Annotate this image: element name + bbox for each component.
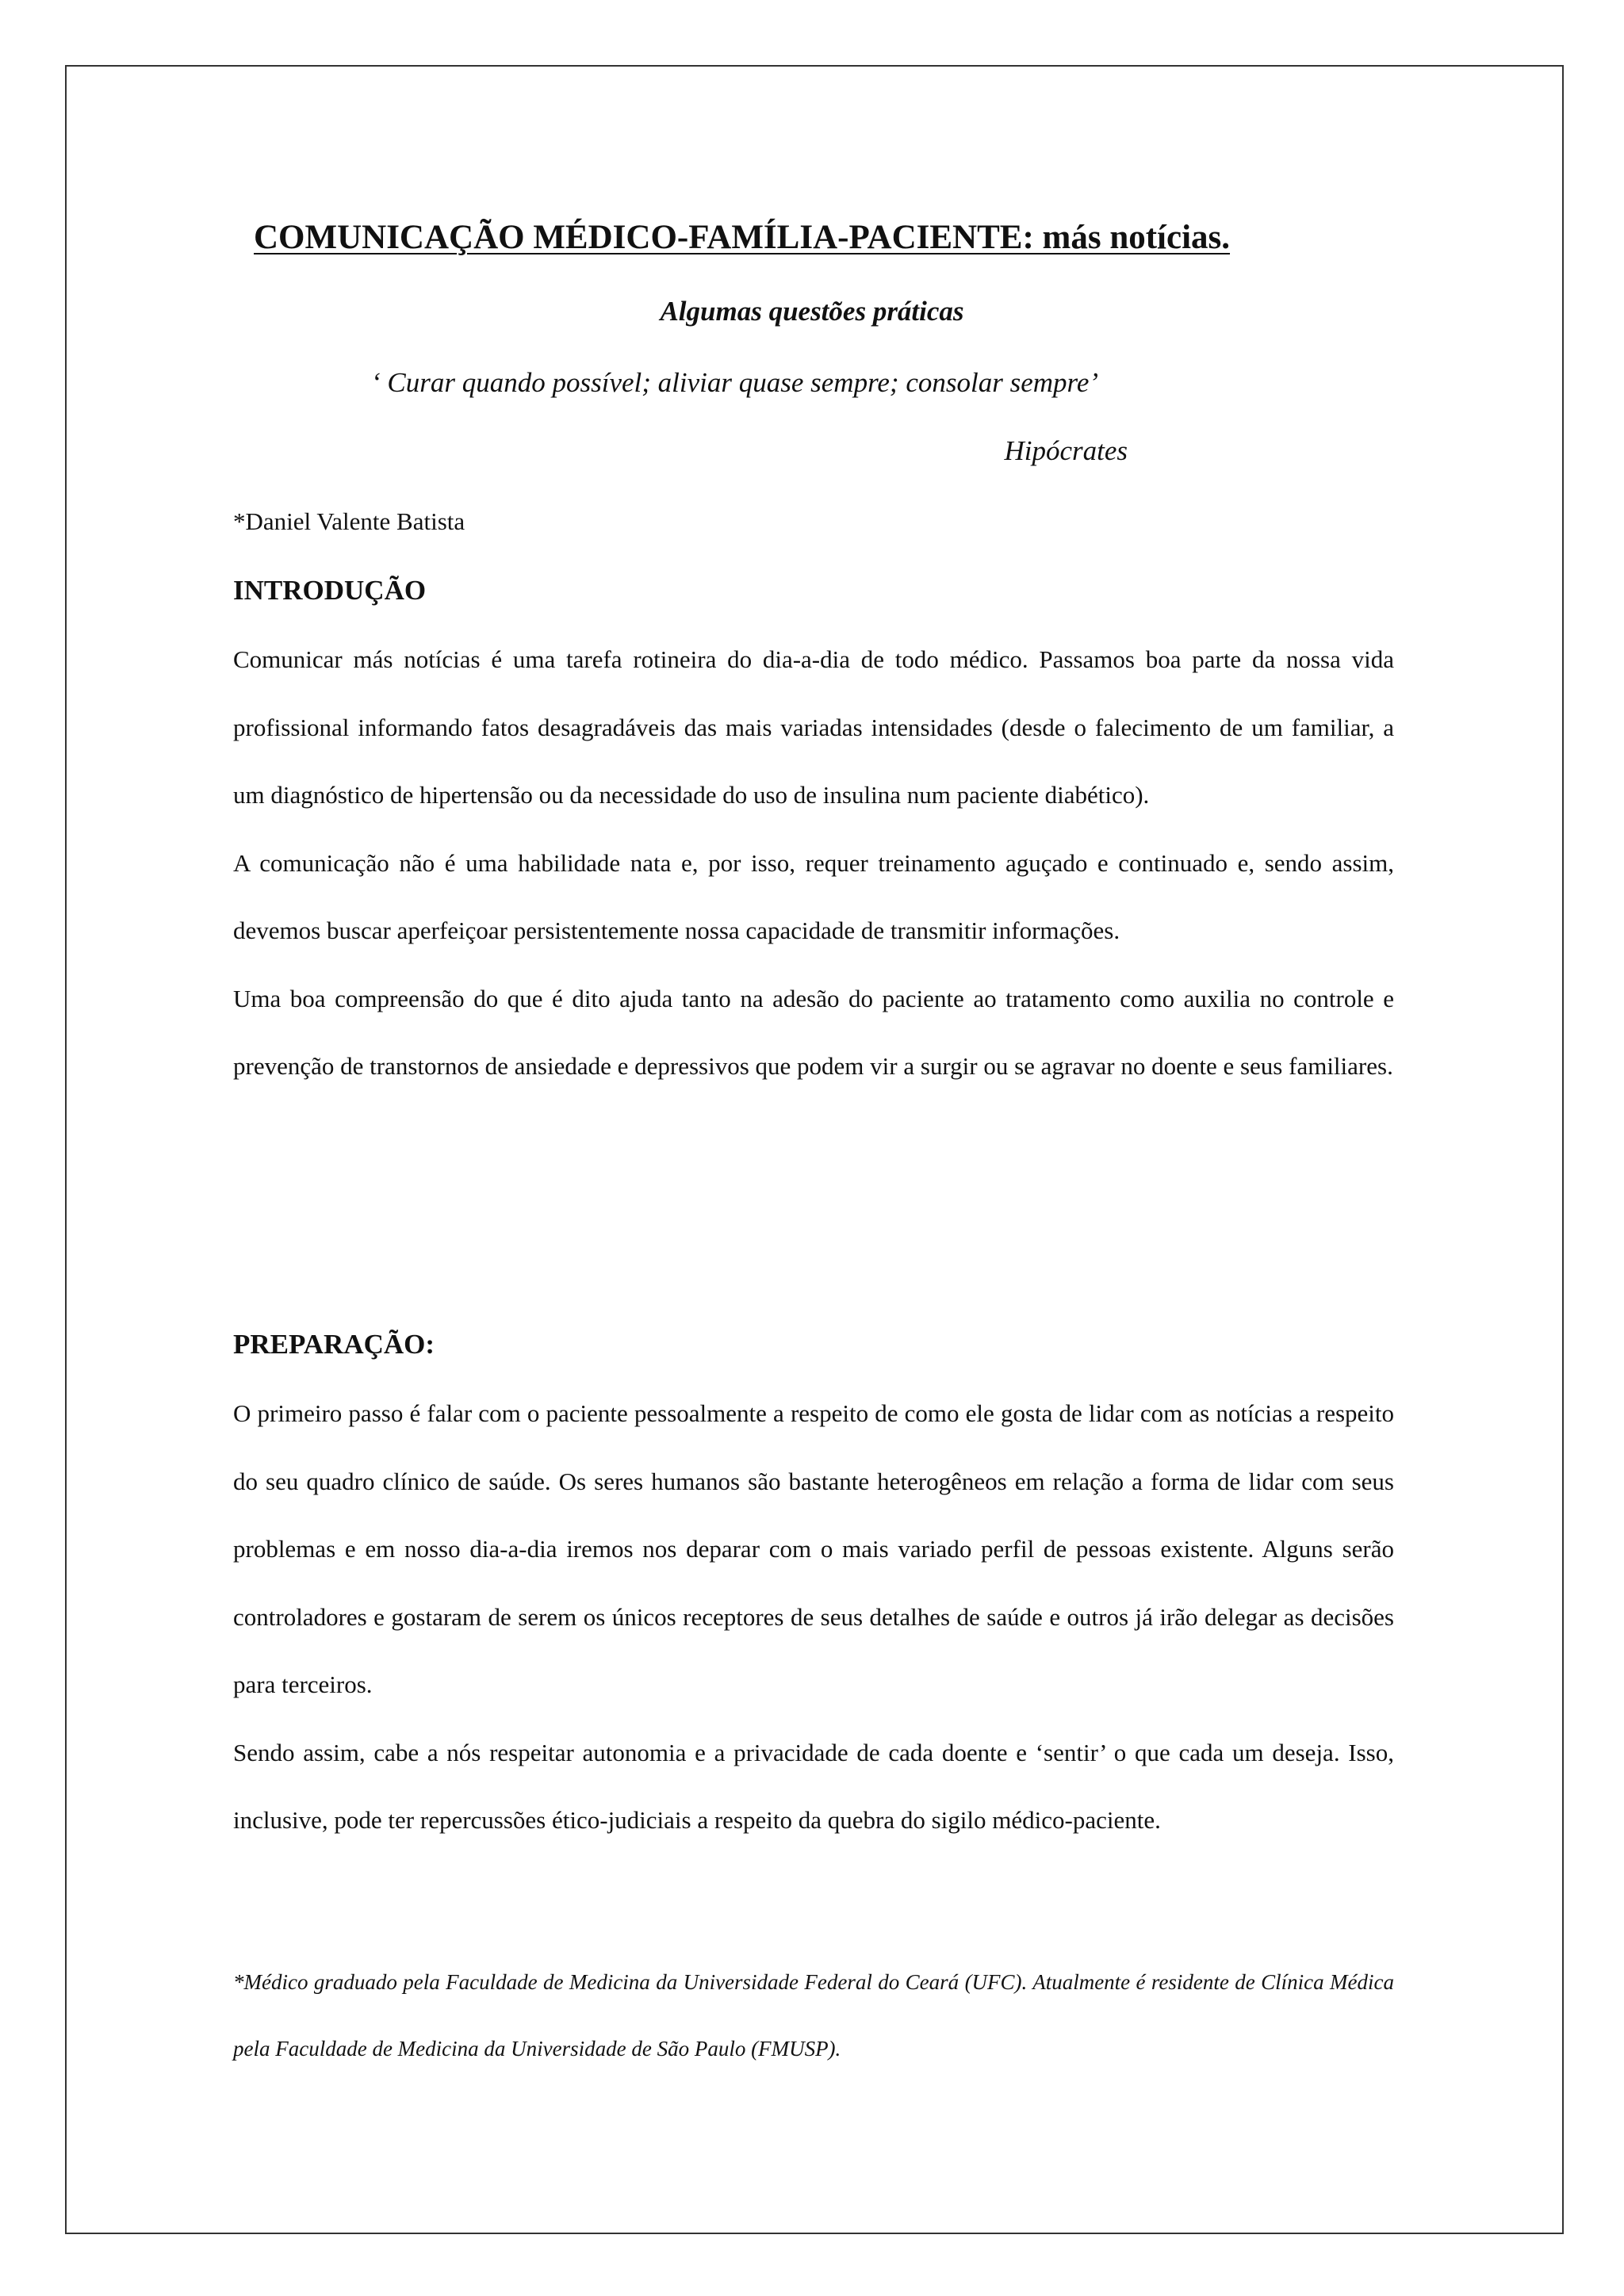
document-author: *Daniel Valente Batista [233,507,465,535]
document-title [232,216,1230,260]
paragraph: Sendo assim, cabe a nós respeitar autonomia e a privacidade de cada doente e ‘sentir’ o que cada um deseja. Isso, inclusive, pode ter repercussões ético-judiciais a respeito da quebra do sigilo médico-paciente. [233,1738,1394,1834]
author-footnote: *Médico graduado pela Faculdade de Medicina da Universidade Federal do Ceará (UFC). Atualmente é residente de Clínica Médica pela Faculdade de Medicina da Universidade de São Paulo (FMUSP). [233,1970,1394,2061]
paragraph: Comunicar más notícias é uma tarefa rotineira do dia-a-dia de todo médico. Passamos boa parte da nossa vida profissional informando fatos desagradáveis das mais variadas intensidades (desde o falecimento de um familiar, a um diagnóstico de hipertensão ou da necessidade do uso de insulina num paciente diabético). [233,645,1394,809]
document-title-text: COMUNICAÇÃO MÉDICO-FAMÍLIA-PACIENTE: más notícias. [254,219,1231,256]
paragraph: O primeiro passo é falar com o paciente pessoalmente a respeito de como ele gosta de lidar com as notícias a respeito do seu quadro clínico de saúde. Os seres humanos são bastante heterogêneos em relação a forma de lidar com seus problemas e em nosso dia-a-dia iremos nos deparar com o mais variado perfil de pessoas existente. Alguns serão controladores e gostaram de serem os únicos receptores de seus detalhes de saúde e outros já irão delegar as decisões para terceiros. [233,1399,1394,1698]
epigraph-author: Hipócrates [1004,435,1128,466]
paragraph: A comunicação não é uma habilidade nata e, por isso, requer treinamento aguçado e continuado e, sendo assim, devemos buscar aperfeiçoar persistentemente nossa capacidade de transmitir informações. [233,848,1394,944]
paragraph: Uma boa compreensão do que é dito ajuda tanto na adesão do paciente ao tratamento como auxilia no controle e prevenção de transtornos de ansiedade e depressivos que podem vir a surgir ou se agravar no doente e seus familiares. [233,984,1394,1080]
section-body-preparacao [233,1380,1394,1854]
epigraph-quote: ‘ Curar quando possível; aliviar quase sempre; consolar sempre’ [371,367,1099,398]
section-heading-preparacao: PREPARAÇÃO: [233,1329,435,1360]
section-body-introducao [233,626,1394,1100]
document-subtitle: Algumas questões práticas [660,296,964,327]
section-heading-introducao: INTRODUÇÃO [233,575,427,606]
